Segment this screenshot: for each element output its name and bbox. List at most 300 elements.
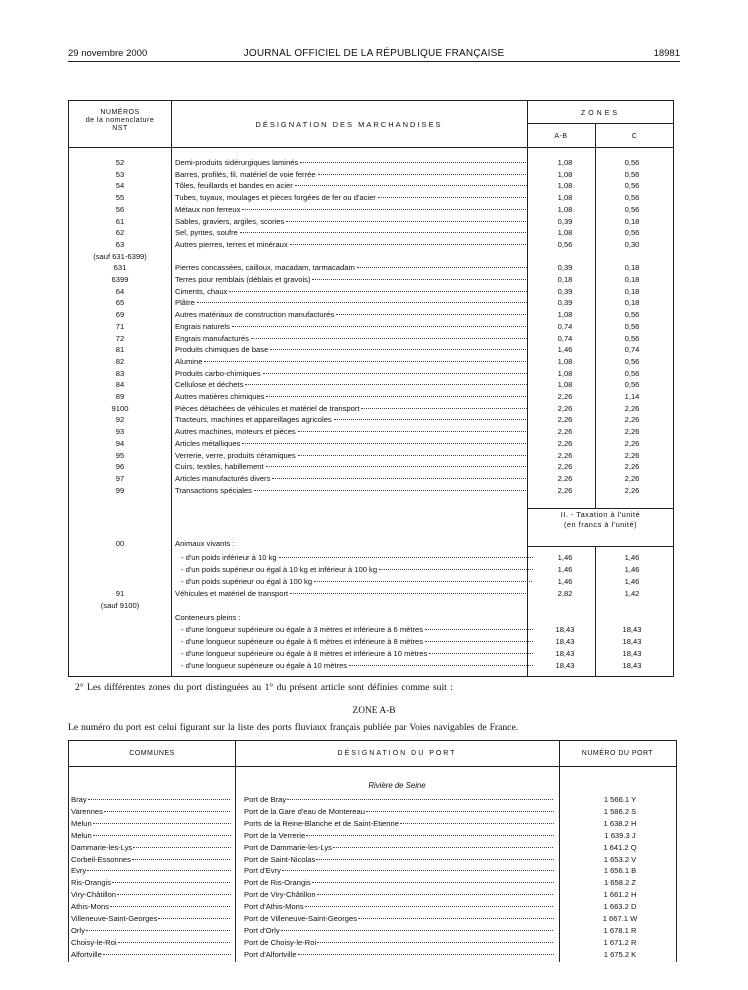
designation bbox=[175, 286, 527, 298]
designation-text: Barres, profilés, fil, matériel de voie ferrée bbox=[175, 169, 316, 179]
designation-text: Produits chimiques de base bbox=[175, 345, 269, 355]
port-number: 1 639.3 J bbox=[604, 830, 636, 840]
zone-c-value: 0,18 bbox=[624, 286, 640, 296]
designation-text: Animaux vivants : bbox=[175, 539, 235, 548]
zone-c-value: 1,14 bbox=[624, 392, 640, 401]
nst-number: 64 bbox=[115, 286, 125, 296]
port-designation bbox=[244, 925, 554, 937]
commune bbox=[71, 901, 231, 913]
dot-leader bbox=[334, 419, 527, 420]
designation-text: Sel, pyrites, soufre bbox=[175, 228, 238, 238]
designation-text: Pièces détachées de véhicules et matériel de transport bbox=[175, 403, 360, 413]
dot-leader bbox=[104, 811, 231, 812]
nst-number: 00 bbox=[115, 539, 125, 548]
dot-leader bbox=[254, 490, 527, 491]
commune bbox=[71, 937, 231, 949]
nst-number: 55 bbox=[115, 193, 125, 203]
zone-ab-value: 0,39 bbox=[557, 286, 573, 296]
designation-text: Demi-produits sidérurgiques laminés bbox=[175, 158, 299, 167]
dot-leader bbox=[314, 581, 533, 582]
zone-c-value: 0,74 bbox=[624, 345, 640, 355]
zone-ab-value: 1,08 bbox=[557, 228, 573, 238]
nst-number: 99 bbox=[115, 485, 125, 495]
dot-leader bbox=[232, 326, 527, 327]
nst-number: 56 bbox=[115, 204, 125, 214]
table-row bbox=[69, 262, 673, 274]
port-designation bbox=[244, 842, 554, 854]
zone-ab-value: 0,18 bbox=[557, 275, 573, 284]
port-designation bbox=[244, 794, 554, 806]
section-title: Rivière de Seine bbox=[368, 781, 426, 790]
table-row bbox=[69, 297, 673, 309]
zone-c-value: 0,18 bbox=[624, 275, 640, 284]
designation bbox=[175, 426, 527, 438]
port-designation bbox=[244, 865, 554, 877]
dot-leader bbox=[251, 338, 527, 339]
designation bbox=[175, 391, 527, 403]
designation-text: Métaux non ferreux bbox=[175, 204, 241, 214]
table-row bbox=[69, 842, 676, 854]
zone-title: ZONE A-B bbox=[352, 706, 396, 716]
commune-name: Ris-Orangis bbox=[71, 878, 112, 888]
page-number: 18981 bbox=[653, 48, 680, 59]
designation bbox=[175, 274, 527, 286]
designation bbox=[175, 636, 533, 648]
port-number: 1 656.1 B bbox=[603, 866, 637, 876]
commune bbox=[71, 889, 231, 901]
table-row bbox=[69, 426, 673, 438]
zone-ab-value: 18,43 bbox=[555, 625, 575, 634]
zone-c-value: 0,56 bbox=[624, 380, 640, 390]
designation-text: Conteneurs pleins : bbox=[175, 613, 241, 622]
zone-ab-value: 1,46 bbox=[557, 577, 573, 586]
table-row bbox=[69, 473, 673, 485]
zone-c-value: 2,26 bbox=[624, 415, 640, 425]
zone-c-value: 0,56 bbox=[624, 228, 640, 238]
designation-text: Verrerie, verre, produits céramiques bbox=[175, 450, 296, 460]
col-header-zones: ZONES bbox=[580, 110, 621, 117]
nst-number: 53 bbox=[115, 169, 125, 179]
designation bbox=[175, 450, 527, 462]
dot-leader bbox=[378, 197, 527, 198]
nst-number: (sauf 9100) bbox=[100, 601, 140, 610]
dot-leader bbox=[240, 232, 527, 233]
zone-ab-value: 2,26 bbox=[557, 438, 573, 448]
zone-c-value: 18,43 bbox=[622, 661, 642, 670]
nst-number: 9100 bbox=[111, 403, 129, 413]
commune bbox=[71, 913, 231, 925]
designation bbox=[175, 576, 533, 588]
header-bottom-rule bbox=[69, 766, 676, 767]
nst-number: 93 bbox=[115, 427, 125, 437]
table-row bbox=[69, 818, 676, 830]
port-name: Port de la Verrerie bbox=[244, 830, 306, 840]
designation bbox=[175, 333, 527, 345]
zone-c-value: 1,42 bbox=[624, 589, 640, 598]
designation bbox=[175, 461, 527, 473]
zone-ab-value: 2,26 bbox=[557, 415, 573, 425]
table-row bbox=[69, 913, 676, 925]
designation bbox=[175, 624, 533, 636]
col-header-port: DÉSIGNATION DU PORT bbox=[337, 750, 457, 757]
table-row bbox=[69, 806, 676, 818]
zone-ab-value: 0,39 bbox=[557, 298, 573, 308]
zone-c-value: 1,46 bbox=[624, 553, 640, 562]
table-row bbox=[69, 612, 673, 624]
port-designation bbox=[244, 854, 554, 866]
zone-ab-value: 1,08 bbox=[557, 169, 573, 179]
dot-leader bbox=[317, 942, 554, 943]
commune bbox=[71, 794, 231, 806]
dot-leader bbox=[272, 478, 527, 479]
dot-leader bbox=[242, 443, 527, 444]
dot-leader bbox=[133, 847, 231, 848]
nst-number: 97 bbox=[115, 473, 125, 483]
dot-leader bbox=[242, 209, 527, 210]
designation-text: - d'un poids inférieur à 10 kg bbox=[181, 553, 277, 562]
table-row bbox=[69, 901, 676, 913]
zone-c-value: 18,43 bbox=[622, 637, 642, 646]
commune bbox=[71, 854, 231, 866]
port-number: 1 678.1 R bbox=[603, 925, 637, 935]
designation-text: - d'un poids supérieur ou égal à 10 kg et inférieur à 100 kg bbox=[181, 565, 378, 574]
dot-leader bbox=[93, 823, 231, 824]
commune-name: Athis-Mons bbox=[71, 902, 109, 912]
port-number: 1 658.2 Z bbox=[603, 878, 637, 888]
dot-leader bbox=[429, 653, 533, 654]
designation bbox=[175, 648, 533, 660]
commune bbox=[71, 925, 231, 937]
designation-text: Engrais naturels bbox=[175, 321, 230, 331]
header-bottom-rule bbox=[69, 147, 673, 148]
port-designation bbox=[244, 913, 554, 925]
zone-c-value: 0,56 bbox=[624, 193, 640, 203]
dot-leader bbox=[312, 882, 554, 883]
zone-c-value: 2,26 bbox=[624, 438, 640, 448]
designation bbox=[175, 169, 527, 181]
port-designation bbox=[244, 901, 554, 913]
designation-text: Cellulose et déchets bbox=[175, 380, 244, 390]
zone-c-value: 2,26 bbox=[624, 473, 640, 483]
zone-ab-value: 2,26 bbox=[557, 392, 573, 401]
nst-number: 71 bbox=[115, 321, 125, 331]
commune bbox=[71, 830, 231, 842]
zone-c-value: 0,56 bbox=[624, 321, 640, 331]
table-row bbox=[69, 321, 673, 333]
zone-c-value: 2,26 bbox=[624, 485, 640, 495]
table-row bbox=[69, 216, 673, 228]
port-name: Port d'Evry bbox=[244, 866, 281, 876]
port-name: Port d'Alfortville bbox=[244, 949, 297, 959]
designation bbox=[175, 403, 527, 415]
zone-c-value: 1,46 bbox=[624, 577, 640, 586]
designation-text: - d'une longueur supérieure ou égale à 6 mètres et inférieure à 8 mètres bbox=[181, 637, 424, 646]
designation-text: - d'une longueur supérieure ou égale à 10 mètres bbox=[181, 661, 348, 670]
zone-c-value: 1,46 bbox=[624, 565, 640, 574]
port-name: Port de Bray bbox=[244, 795, 287, 804]
zone-ab-value: 18,43 bbox=[555, 661, 575, 670]
commune-name: Villeneuve-Saint-Georges bbox=[71, 914, 158, 923]
table-row bbox=[69, 854, 676, 866]
zone-c-value: 2,26 bbox=[624, 462, 640, 472]
dot-leader bbox=[204, 361, 527, 362]
dot-leader bbox=[245, 384, 527, 385]
table-row bbox=[69, 414, 673, 426]
table-row bbox=[69, 438, 673, 450]
dot-leader bbox=[281, 930, 554, 931]
col-header-designation: DÉSIGNATION DES MARCHANDISES bbox=[255, 120, 443, 129]
table-row bbox=[69, 403, 673, 415]
designation bbox=[175, 356, 527, 368]
port-name: Port de Viry-Châtillon bbox=[244, 890, 316, 900]
designation-text: - d'une longueur supérieure ou égale à 8 mètres et inférieure à 10 mètres bbox=[181, 649, 428, 658]
paragraph-zones: 2° Les différentes zones du port distinguées au 1° du présent article sont définies comme suit : bbox=[75, 682, 453, 693]
dot-leader bbox=[305, 906, 554, 907]
dot-leader bbox=[112, 882, 231, 883]
dot-leader bbox=[110, 906, 231, 907]
designation-text: Transactions spéciales bbox=[175, 485, 252, 495]
port-name: Port de la Gare d'eau de Montereau bbox=[244, 806, 365, 816]
zone-c-value: 2,26 bbox=[624, 403, 640, 413]
zone-c-value: 0,56 bbox=[624, 310, 640, 320]
dot-leader bbox=[118, 942, 231, 943]
nst-number: 96 bbox=[115, 462, 125, 472]
zone-ab-value: 0,56 bbox=[557, 239, 573, 249]
table-row bbox=[69, 648, 673, 660]
designation-text: Autres machines, moteurs et pièces bbox=[175, 427, 296, 437]
zone-c-value: 0,56 bbox=[624, 356, 640, 366]
designation bbox=[175, 414, 527, 426]
table-row bbox=[69, 552, 673, 564]
designation bbox=[175, 192, 527, 204]
designation bbox=[175, 552, 533, 564]
port-name: Port de Saint-Nicolas bbox=[244, 854, 316, 864]
dot-leader bbox=[336, 314, 527, 315]
port-name: Port de Ris-Orangis bbox=[244, 878, 311, 888]
table-row bbox=[69, 379, 673, 391]
designation-text: Alumine bbox=[175, 356, 203, 366]
table-row bbox=[69, 600, 673, 612]
designation bbox=[175, 368, 527, 380]
zone-ab-value: 1,08 bbox=[557, 380, 573, 390]
table-row bbox=[69, 309, 673, 321]
port-number: 1 586.2 S bbox=[603, 806, 637, 816]
table-row bbox=[69, 333, 673, 345]
table-row bbox=[69, 830, 676, 842]
commune-name: Melun bbox=[71, 818, 92, 828]
port-designation bbox=[244, 806, 554, 818]
table-row bbox=[69, 624, 673, 636]
zone-c-value: 0,56 bbox=[624, 204, 640, 214]
col-header-numeros: NUMÉROS de la nomenclature NST bbox=[85, 109, 155, 132]
table-row bbox=[69, 937, 676, 949]
nst-number: 81 bbox=[115, 345, 125, 355]
nst-number: 84 bbox=[115, 380, 125, 390]
zone-c-value: 0,18 bbox=[624, 298, 640, 308]
dot-leader bbox=[132, 859, 231, 860]
designation-text: Articles métalliques bbox=[175, 438, 241, 448]
col-header-communes: COMMUNES bbox=[129, 750, 175, 757]
dot-leader bbox=[298, 954, 554, 955]
page-date: 29 novembre 2000 bbox=[68, 48, 148, 59]
zone-ab-value: 0,74 bbox=[557, 321, 573, 331]
table-row bbox=[69, 344, 673, 356]
commune-name: Viry-Châtillon bbox=[71, 890, 117, 900]
zones-rule bbox=[527, 508, 674, 509]
table-row bbox=[69, 588, 673, 600]
commune-name: Bray bbox=[71, 795, 87, 804]
zone-ab-value: 18,43 bbox=[555, 637, 575, 646]
commune-name: Alfortville bbox=[71, 949, 102, 959]
designation bbox=[175, 344, 527, 356]
zone-c-value: 2,26 bbox=[624, 450, 640, 460]
dot-leader bbox=[103, 954, 231, 955]
nst-number: 83 bbox=[115, 368, 125, 378]
dot-leader bbox=[312, 279, 527, 280]
designation-text: Pierres concassées, cailloux, macadam, tarmacadam bbox=[175, 263, 355, 273]
table-row bbox=[69, 485, 673, 497]
table-row bbox=[69, 450, 673, 462]
table-row bbox=[69, 239, 673, 251]
col-header-ab: A-B bbox=[554, 133, 568, 140]
dot-leader bbox=[286, 221, 527, 222]
zone-ab-value: 1,08 bbox=[557, 193, 573, 203]
table-row bbox=[69, 636, 673, 648]
designation bbox=[175, 588, 527, 600]
port-name: Ports de la Reine-Blanche et de Saint-Etienne bbox=[244, 818, 399, 828]
designation bbox=[175, 438, 527, 450]
dot-leader bbox=[266, 466, 527, 467]
dot-leader bbox=[425, 641, 533, 642]
dot-leader bbox=[290, 593, 527, 594]
zone-ab-value: 1,08 bbox=[557, 368, 573, 378]
tariff-table bbox=[68, 100, 674, 677]
dot-leader bbox=[361, 408, 527, 409]
designation bbox=[175, 321, 527, 333]
designation-text: Tôles, feuillards et bandes en acier bbox=[175, 181, 293, 191]
table-row bbox=[69, 576, 673, 588]
nst-number: 61 bbox=[115, 216, 125, 226]
commune bbox=[71, 877, 231, 889]
table-row bbox=[69, 286, 673, 298]
table-row bbox=[69, 877, 676, 889]
dot-leader bbox=[349, 665, 533, 666]
designation bbox=[175, 564, 533, 576]
designation-text: Ciments, chaux bbox=[175, 286, 228, 296]
zone-ab-value: 2,82 bbox=[557, 589, 573, 598]
zone-ab-value: 1,08 bbox=[557, 356, 573, 366]
designation-text: - d'un poids supérieur ou égal à 100 kg bbox=[181, 577, 313, 586]
port-number: 1 641.2 Q bbox=[603, 842, 637, 852]
col-header-numero: NUMÉRO DU PORT bbox=[581, 750, 654, 757]
zones-rule bbox=[527, 123, 674, 124]
designation bbox=[175, 262, 527, 274]
header-rule bbox=[68, 61, 680, 62]
zone-ab-value: 0,74 bbox=[557, 333, 573, 343]
table-row bbox=[69, 889, 676, 901]
table-row bbox=[69, 925, 676, 937]
nst-number: 631 bbox=[113, 263, 127, 273]
commune-name: Corbeil-Essonnes bbox=[71, 854, 131, 864]
dot-leader bbox=[229, 291, 527, 292]
table-row bbox=[69, 949, 676, 961]
zone-ab-value: 1,08 bbox=[557, 204, 573, 214]
table-row bbox=[69, 391, 673, 403]
nst-number: 65 bbox=[115, 298, 125, 308]
designation bbox=[175, 538, 527, 550]
zone-ab-value: 2,26 bbox=[557, 450, 573, 460]
commune bbox=[71, 806, 231, 818]
table-row bbox=[69, 368, 673, 380]
dot-leader bbox=[317, 894, 554, 895]
designation bbox=[175, 297, 527, 309]
dot-leader bbox=[358, 918, 554, 919]
dot-leader bbox=[318, 174, 527, 175]
table-row bbox=[69, 356, 673, 368]
port-name: Port de Choisy-le-Roi bbox=[244, 937, 317, 947]
dot-leader bbox=[366, 811, 554, 812]
designation bbox=[175, 239, 527, 251]
zone-ab-value: 1,46 bbox=[557, 345, 573, 355]
port-name: Port de Dammarie-les-Lys bbox=[244, 842, 332, 852]
designation-text: Autres matières chimiques bbox=[175, 392, 265, 401]
zone-c-value: 0,56 bbox=[624, 158, 640, 167]
table-row bbox=[69, 192, 673, 204]
zone-c-value: 18,43 bbox=[622, 649, 642, 658]
zone-c-value: 0,18 bbox=[624, 216, 640, 226]
col-header-c: C bbox=[631, 133, 638, 140]
designation-text: Terres pour remblais (déblais et gravois) bbox=[175, 275, 311, 284]
port-number: 1 667.1 W bbox=[602, 914, 638, 923]
zone-ab-value: 2,26 bbox=[557, 462, 573, 472]
commune bbox=[71, 949, 231, 961]
commune-name: Choisy-le-Roi bbox=[71, 937, 117, 947]
designation bbox=[175, 379, 527, 391]
dot-leader bbox=[400, 823, 554, 824]
table-row bbox=[69, 461, 673, 473]
dot-leader bbox=[298, 431, 527, 432]
nst-number: (sauf 631-6399) bbox=[93, 251, 147, 261]
dot-leader bbox=[266, 396, 527, 397]
nst-number: 95 bbox=[115, 450, 125, 460]
nst-number: 69 bbox=[115, 310, 125, 320]
dot-leader bbox=[270, 349, 527, 350]
zone-c-value: 0,56 bbox=[624, 333, 640, 343]
designation-text: Articles manufacturés divers bbox=[175, 473, 271, 483]
zone-ab-value: 2,26 bbox=[557, 427, 573, 437]
designation bbox=[175, 660, 533, 672]
dot-leader bbox=[197, 302, 527, 303]
dot-leader bbox=[158, 918, 231, 919]
designation-text: Véhicules et matériel de transport bbox=[175, 589, 289, 598]
zone-ab-value: 2,26 bbox=[557, 485, 573, 495]
port-number: 1 671.2 R bbox=[603, 937, 637, 947]
zone-ab-value: 0,39 bbox=[557, 263, 573, 273]
designation-text: - d'une longueur supérieure ou égale à 3 mètres et inférieure à 6 mètres bbox=[181, 625, 424, 634]
dot-leader bbox=[295, 185, 527, 186]
ports-table bbox=[68, 740, 677, 962]
zone-ab-value: 2,26 bbox=[557, 403, 573, 413]
dot-leader bbox=[87, 870, 231, 871]
zone-c-value: 0,56 bbox=[624, 181, 640, 191]
designation-text: Engrais manufacturés bbox=[175, 333, 249, 343]
commune-name: Orly bbox=[71, 925, 85, 935]
port-designation bbox=[244, 949, 554, 961]
commune-name: Dammarie-les-Lys bbox=[71, 842, 133, 852]
zone-c-value: 2,26 bbox=[624, 427, 640, 437]
port-name: Port de Villeneuve-Saint-Georges bbox=[244, 914, 357, 923]
designation-text: Tubes, tuyaux, moulages et pièces forgées de fer ou d'acier bbox=[175, 193, 376, 203]
